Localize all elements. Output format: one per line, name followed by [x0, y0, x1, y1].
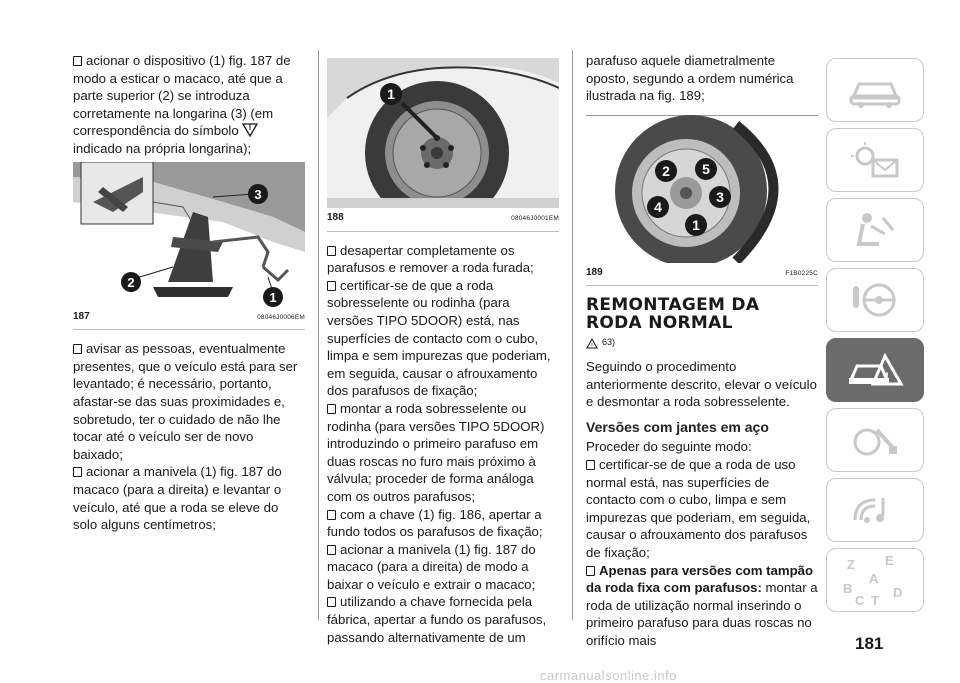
figure-number: 187: [73, 310, 90, 322]
page-number: 181: [855, 634, 884, 653]
bullet-paragraph: certificar-se de que a roda de uso normal está, nas superfícies de contacto com o cubo, limpa e sem impurezas que poderiam, em seguida, causar o afrouxamento dos parafusos de fixação;: [586, 456, 811, 560]
warning-lights-icon: [845, 140, 905, 180]
figure-caption: [327, 208, 559, 232]
tab-multimedia[interactable]: [826, 478, 924, 542]
svg-text:2: 2: [127, 274, 135, 290]
chapter-sidebar: [826, 58, 924, 618]
svg-text:T: T: [871, 593, 879, 607]
bullet-paragraph: utilizando a chave fornecida pela fábrica, apertar a fundo os parafusos, passando alternativamente de um: [327, 594, 547, 645]
steering-wheel-icon: [845, 280, 905, 320]
bullet-paragraph: acionar o dispositivo (1) fig. 187 de modo a esticar o macaco, até que a parte superior (2) se introduza corretamente na longarina (3) (em correspondência do símbolo indicado na própria longarina);: [73, 53, 291, 156]
svg-text:E: E: [885, 553, 894, 568]
bullet-paragraph: montar a roda sobresselente ou rodinha (para versões TIPO 5DOOR) introduzindo o primeiro parafuso em duas roscas no furo mais próximo à válvula; proceder de forma análoga com os outros parafusos;: [327, 400, 545, 504]
figure-number: 188: [327, 212, 344, 223]
longarina-symbol-icon: [242, 123, 258, 137]
svg-text:1: 1: [269, 289, 277, 305]
bullet-paragraph: desapertar completamente os parafusos e remover a roda furada;: [327, 242, 534, 276]
svg-text:2: 2: [662, 162, 670, 179]
figure-188: [327, 58, 559, 232]
paragraph: parafuso aquele diametralmente oposto, segundo a ordem numérica ilustrada na fig. 189;: [586, 53, 794, 104]
paragraph: Seguindo o procedimento anteriormente descrito, elevar o veículo e desmontar a roda sobresselente.: [586, 358, 817, 410]
bullet-paragraph: acionar a manivela (1) fig. 187 do macaco (para a direita) de modo a baixar o veículo e extrair o macaco;: [327, 541, 536, 592]
figure-number: 189: [586, 266, 603, 278]
tab-car-dashboard[interactable]: [826, 58, 924, 122]
tab-seat-airbag[interactable]: [826, 198, 924, 262]
tab-index[interactable]: [826, 548, 924, 612]
figure-187: [73, 162, 305, 331]
svg-text:5: 5: [702, 160, 710, 177]
bullet-paragraph: avisar as pessoas, eventualmente presentes, que o veículo está para ser levantado; é necessário, portanto, afastar-se das suas proximidades e, sobretudo, ter o cuidado de não lhe tocar até o veículo ser de novo baixado;: [73, 341, 298, 462]
figure-caption: [73, 307, 305, 331]
tab-emergency[interactable]: [826, 338, 924, 402]
multimedia-icon: [845, 490, 905, 530]
svg-text:1: 1: [387, 86, 395, 102]
section-heading: REMONTAGEM DA RODA NORMAL: [586, 295, 760, 334]
watermark: carmanualsonline.info: [540, 668, 677, 683]
wheel-removal-illustration: [327, 58, 559, 208]
tab-steering-wheel[interactable]: [826, 268, 924, 332]
warning-reference: ! 63): [586, 334, 818, 352]
column-divider: [318, 50, 319, 620]
figure-code: 08046J0006EM: [257, 313, 305, 321]
column-left: [73, 52, 305, 534]
checkbox-icon: [73, 56, 82, 66]
warning-triangle-icon: [586, 338, 598, 349]
svg-text:!: !: [591, 342, 593, 349]
jack-illustration: [73, 162, 305, 307]
figure-code: F1B0225C: [785, 269, 818, 277]
checkbox-icon: [586, 566, 595, 576]
checkbox-icon: [73, 344, 82, 354]
svg-text:D: D: [893, 585, 903, 600]
checkbox-icon: [327, 597, 336, 607]
checkbox-icon: [327, 281, 336, 291]
checkbox-icon: [327, 510, 336, 520]
tab-service[interactable]: [826, 408, 924, 472]
svg-text:C: C: [855, 593, 865, 607]
bullet-paragraph: Apenas para versões com tampão da roda fixa com parafusos: montar a roda de utilização normal inserindo o primeiro parafuso para duas roscas no orifício mais: [586, 562, 818, 648]
checkbox-icon: [586, 460, 595, 470]
svg-text:B: B: [843, 581, 853, 596]
index-letters-icon: [835, 553, 915, 607]
bullet-paragraph: acionar a manivela (1) fig. 187 do macaco (para a direita) e levantar o veículo, até que a roda se eleve do solo alguns centímetros;: [73, 464, 282, 533]
bolt-order-illustration: [586, 115, 818, 263]
bullet-paragraph: com a chave (1) fig. 186, apertar a fundo todos os parafusos de fixação;: [327, 506, 543, 540]
figure-189: [586, 115, 818, 287]
svg-text:4: 4: [654, 198, 662, 215]
svg-text:1: 1: [692, 216, 700, 233]
subheading: Versões com jantes em aço: [586, 418, 769, 435]
seat-airbag-icon: [845, 210, 905, 250]
figure-code: 08046J0001EM: [511, 215, 559, 222]
svg-text:3: 3: [254, 186, 262, 202]
figure-caption: [586, 263, 818, 287]
checkbox-icon: [327, 545, 336, 555]
bullet-paragraph: certificar-se de que a roda sobresselente ou rodinha (para versões TIPO 5DOOR) está, nas superfícies de contacto com o cubo, limpa e sem impurezas que poderiam, em seguida, causar o afrouxamento dos parafusos de fixação;: [327, 277, 551, 399]
column-right: [586, 52, 818, 649]
service-wrench-icon: [845, 420, 905, 460]
column-middle: [327, 52, 559, 646]
column-divider: [572, 50, 573, 620]
svg-text:!: !: [885, 370, 889, 384]
checkbox-icon: [327, 404, 336, 414]
emergency-car-icon: [845, 350, 905, 390]
checkbox-icon: [73, 467, 82, 477]
tab-warning-lights[interactable]: [826, 128, 924, 192]
svg-text:A: A: [869, 571, 879, 586]
svg-text:Z: Z: [847, 557, 855, 572]
svg-text:3: 3: [716, 188, 724, 205]
car-dashboard-icon: [845, 70, 905, 110]
paragraph: Proceder do seguinte modo:: [586, 439, 752, 455]
checkbox-icon: [327, 246, 336, 256]
